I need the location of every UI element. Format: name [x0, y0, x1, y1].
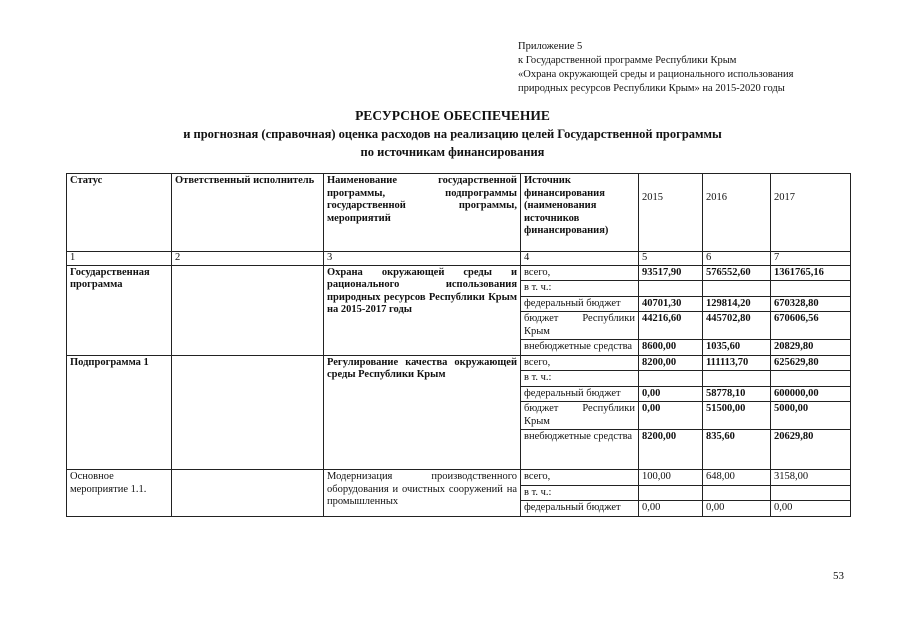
- value-2016: 445702,80: [703, 312, 771, 340]
- value-2017: 625629,80: [771, 355, 851, 371]
- header-source: Источник финансирования (наименования источников финансирования): [521, 174, 639, 252]
- executor-cell: [172, 470, 324, 517]
- source-cell: внебюджетные средства: [521, 430, 639, 470]
- header-year-2017: 2017: [771, 174, 851, 252]
- value-2015: 0,00: [639, 386, 703, 402]
- value-2017: 670606,56: [771, 312, 851, 340]
- source-cell: бюджет Республики Крым: [521, 402, 639, 430]
- resource-table: [66, 173, 851, 517]
- source-cell: в т. ч.:: [521, 485, 639, 501]
- page-number: 53: [833, 570, 844, 582]
- table-row: [67, 355, 851, 371]
- value-2016: 51500,00: [703, 402, 771, 430]
- program-name-cell: Охрана окружающей среды и рационального использования природных ресурсов Республики Крым на 2015-2017 годы: [324, 265, 521, 355]
- column-number: 6: [703, 252, 771, 266]
- column-number: 4: [521, 252, 639, 266]
- column-number: 2: [172, 252, 324, 266]
- header-executor: Ответственный исполнитель: [172, 174, 324, 252]
- value-2016: [703, 371, 771, 387]
- program-name-cell: Модернизация производственного оборудования и очистных сооружений на промышленных: [324, 470, 521, 517]
- value-2016: 835,60: [703, 430, 771, 470]
- table-row: [67, 470, 851, 486]
- source-cell: в т. ч.:: [521, 371, 639, 387]
- source-cell: всего,: [521, 265, 639, 281]
- value-2017: [771, 281, 851, 297]
- value-2017: 20629,80: [771, 430, 851, 470]
- value-2016: 648,00: [703, 470, 771, 486]
- value-2016: 58778,10: [703, 386, 771, 402]
- source-cell: федеральный бюджет: [521, 386, 639, 402]
- value-2015: 40701,30: [639, 296, 703, 312]
- value-2017: [771, 371, 851, 387]
- table-row: [67, 265, 851, 281]
- header-status: Статус: [67, 174, 172, 252]
- value-2015: 8600,00: [639, 340, 703, 356]
- appendix-line: «Охрана окружающей среды и рационального использования: [518, 69, 794, 80]
- value-2015: 93517,90: [639, 265, 703, 281]
- column-number: 7: [771, 252, 851, 266]
- status-cell: Основное мероприятие 1.1.: [67, 470, 172, 517]
- value-2017: 0,00: [771, 501, 851, 517]
- header-name: Наименование государственной программы, подпрограммы государственной программы, мероприятий: [324, 174, 521, 252]
- value-2015: 8200,00: [639, 355, 703, 371]
- program-name-cell: Регулирование качества окружающей среды Республики Крым: [324, 355, 521, 470]
- status-cell: Подпрограмма 1: [67, 355, 172, 470]
- value-2017: 3158,00: [771, 470, 851, 486]
- value-2015: [639, 485, 703, 501]
- source-cell: всего,: [521, 470, 639, 486]
- value-2017: 20829,80: [771, 340, 851, 356]
- value-2016: [703, 281, 771, 297]
- value-2017: 1361765,16: [771, 265, 851, 281]
- value-2016: 0,00: [703, 501, 771, 517]
- document-title: РЕСУРСНОЕ ОБЕСПЕЧЕНИЕ: [355, 108, 550, 123]
- status-cell: Государственная программа: [67, 265, 172, 355]
- source-cell: федеральный бюджет: [521, 296, 639, 312]
- column-number: 3: [324, 252, 521, 266]
- value-2015: 0,00: [639, 402, 703, 430]
- value-2016: 1035,60: [703, 340, 771, 356]
- header-row: [67, 174, 851, 252]
- source-cell: в т. ч.:: [521, 281, 639, 297]
- executor-cell: [172, 265, 324, 355]
- value-2015: 0,00: [639, 501, 703, 517]
- appendix-line: Приложение 5: [518, 41, 583, 52]
- column-number: 1: [67, 252, 172, 266]
- value-2016: 111113,70: [703, 355, 771, 371]
- value-2017: 670328,80: [771, 296, 851, 312]
- value-2015: [639, 371, 703, 387]
- value-2017: [771, 485, 851, 501]
- document-subtitle: по источникам финансирования: [360, 145, 545, 159]
- value-2015: 8200,00: [639, 430, 703, 470]
- value-2015: 44216,60: [639, 312, 703, 340]
- header-year-2016: 2016: [703, 174, 771, 252]
- value-2016: 129814,20: [703, 296, 771, 312]
- value-2017: 5000,00: [771, 402, 851, 430]
- source-cell: внебюджетные средства: [521, 340, 639, 356]
- source-cell: федеральный бюджет: [521, 501, 639, 517]
- value-2016: [703, 485, 771, 501]
- value-2015: [639, 281, 703, 297]
- document-heading: [0, 107, 905, 161]
- column-number: 5: [639, 252, 703, 266]
- executor-cell: [172, 355, 324, 470]
- source-cell: бюджет Республики Крым: [521, 312, 639, 340]
- appendix-line: природных ресурсов Республики Крым» на 2015-2020 годы: [518, 83, 785, 94]
- value-2015: 100,00: [639, 470, 703, 486]
- header-year-2015: 2015: [639, 174, 703, 252]
- appendix-note: [518, 40, 793, 96]
- appendix-line: к Государственной программе Республики Крым: [518, 55, 737, 66]
- value-2017: 600000,00: [771, 386, 851, 402]
- value-2016: 576552,60: [703, 265, 771, 281]
- document-subtitle: и прогнозная (справочная) оценка расходов на реализацию целей Государственной программы: [183, 127, 722, 141]
- source-cell: всего,: [521, 355, 639, 371]
- column-number-row: [67, 252, 851, 266]
